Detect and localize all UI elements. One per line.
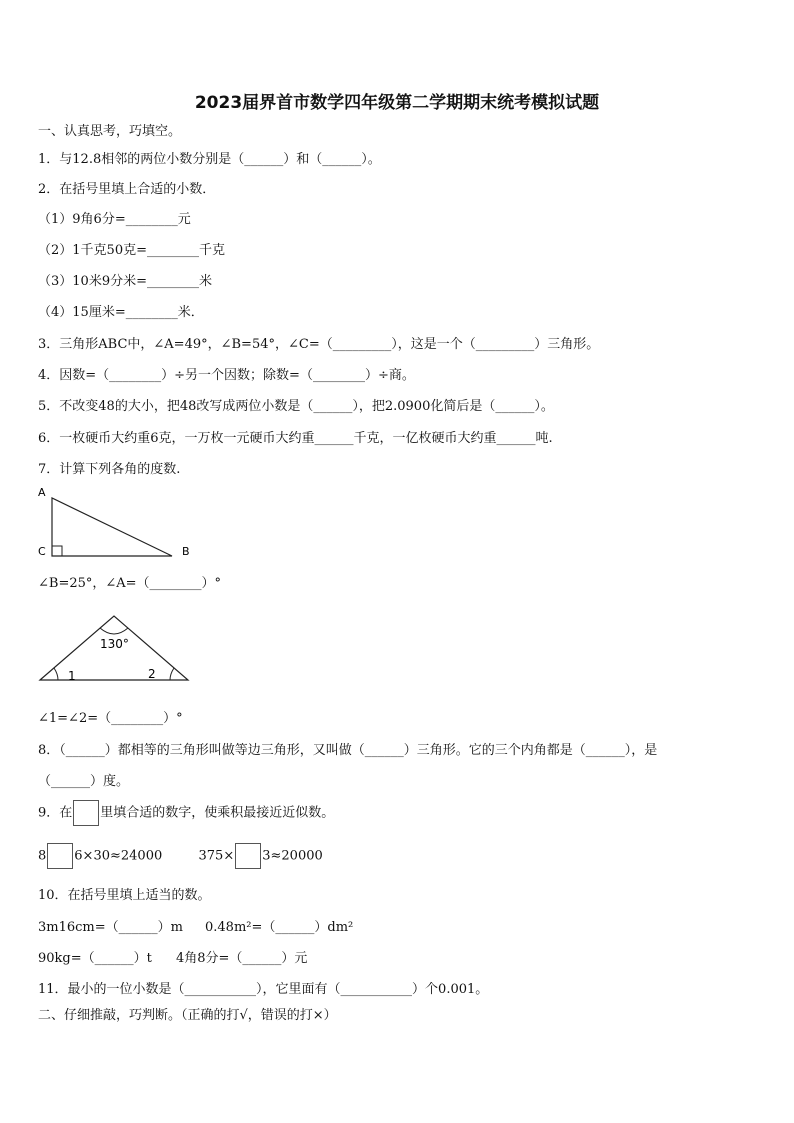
section-heading-2: 二、仔细推敲，巧判断。（正确的打√，错误的打×） — [38, 1008, 337, 1023]
question-11: 11．最小的一位小数是（___________），它里面有（___________）个0.001。 — [38, 982, 489, 997]
question-1: 1．与12.8相邻的两位小数分别是（______）和（______）。 — [38, 152, 381, 167]
question-6: 6．一枚硬币大约重6克，一万枚一元硬币大约重______千克，一亿枚硬币大约重______吨. — [38, 431, 553, 446]
right-triangle-figure — [30, 480, 210, 565]
expr-2-pre: 375× — [198, 848, 235, 864]
question-8-line-1: 8．（______）都相等的三角形叫做等边三角形，又叫做（______）三角形。它的三个内角都是（______），是 — [38, 743, 658, 758]
question-5: 5．不改变48的大小，把48改写成两位小数是（______），把2.0900化简后是（______）。 — [38, 399, 554, 414]
label-b: B — [182, 545, 190, 558]
expr-2-post: 3≈20000 — [262, 848, 323, 864]
question-9-expressions — [38, 843, 323, 869]
label-a: A — [38, 486, 46, 499]
label-c: C — [38, 545, 46, 558]
question-2-part-2: （2）1千克50克=________千克 — [38, 243, 225, 258]
question-10-row-2a: 90kg=（______）t — [38, 951, 152, 966]
question-2-stem: 2．在括号里填上合适的小数． — [38, 182, 216, 197]
question-7-answer-2: ∠1=∠2=（________）° — [38, 711, 183, 726]
right-angle-mark — [52, 546, 62, 556]
label-130-degree: 130° — [100, 637, 129, 651]
section-heading-1: 一、认真思考，巧填空。 — [38, 124, 182, 139]
expr-1-post: 6×30≈24000 — [74, 848, 163, 864]
question-10-row-2b: 4角8分=（______）元 — [176, 951, 308, 966]
question-7-answer-1: ∠B=25°，∠A=（________）° — [38, 576, 222, 591]
angle-1-arc — [54, 668, 58, 680]
triangle-abc — [52, 498, 172, 556]
question-4: 4．因数=（________）÷另一个因数；除数=（________）÷商。 — [38, 368, 415, 383]
question-7-stem: 7．计算下列各角的度数. — [38, 462, 181, 477]
isosceles-triangle-figure — [36, 610, 196, 685]
expr-1-pre: 8 — [38, 848, 47, 864]
page-title: 2023届界首市数学四年级第二学期期末统考模拟试题 — [194, 93, 600, 113]
expr-1-box[interactable] — [47, 843, 73, 869]
answer-box[interactable] — [73, 800, 99, 826]
question-9-stem-post: 里填合适的数字，使乘积最接近近似数。 — [100, 805, 335, 821]
question-10-stem: 10．在括号里填上适当的数。 — [38, 888, 211, 903]
angle-2-arc — [170, 668, 174, 680]
question-2-part-3: （3）10米9分米=________米 — [38, 274, 212, 289]
label-angle-2: 2 — [148, 667, 156, 681]
question-3: 3．三角形ABC中，∠A=49°，∠B=54°，∠C=（_________），这是一个（_________）三角形。 — [38, 337, 600, 352]
expr-2-box[interactable] — [235, 843, 261, 869]
question-9-stem-pre: 9．在 — [38, 805, 73, 821]
question-2-part-1: （1）9角6分=________元 — [38, 212, 191, 227]
top-angle-arc — [100, 628, 128, 634]
label-angle-1: 1 — [68, 669, 76, 683]
question-8-line-2: （______）度。 — [38, 774, 130, 789]
question-2-part-4: （4）15厘米=________米． — [38, 305, 204, 320]
question-10-row-1b: 0.48m²=（______）dm² — [205, 920, 354, 935]
question-10-row-1a: 3m16cm=（______）m — [38, 920, 183, 935]
question-9-stem — [38, 800, 334, 826]
